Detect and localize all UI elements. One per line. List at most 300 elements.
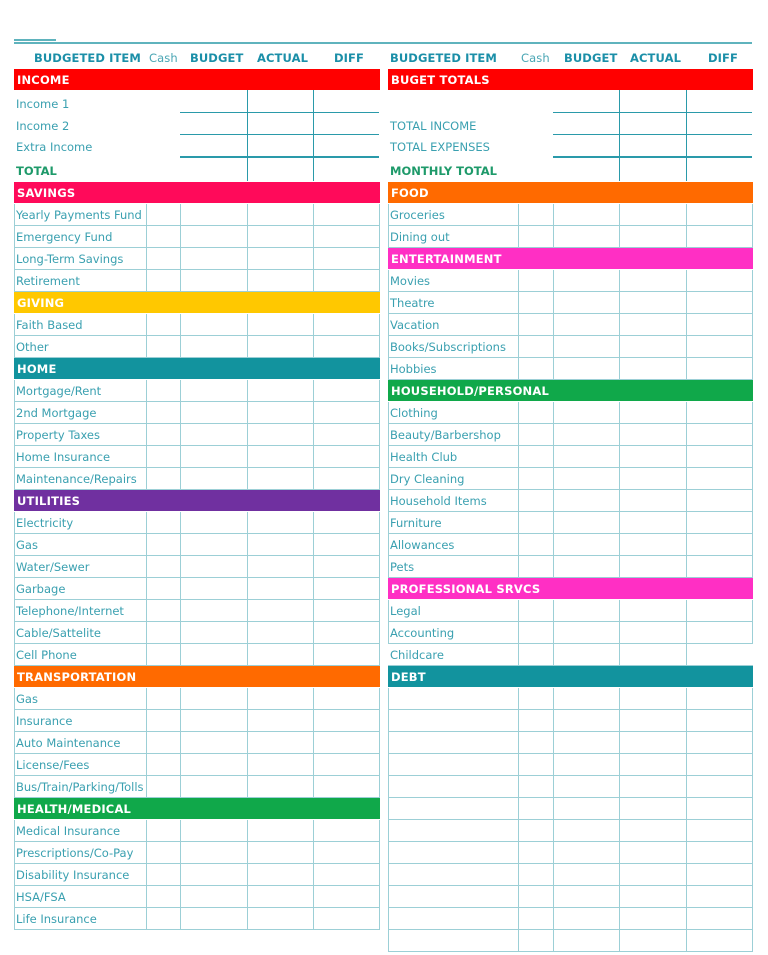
diff-cell[interactable] [686,776,753,798]
actual-cell[interactable] [619,754,687,776]
table-row [14,600,380,622]
row-label: Theatre [390,296,435,310]
budget-cell[interactable] [553,644,620,666]
diff-cell[interactable] [313,556,380,578]
table-row [14,578,380,600]
diff-cell[interactable] [686,556,753,578]
cash-cell[interactable] [146,534,181,556]
diff-cell[interactable] [313,688,380,710]
budget-cell[interactable] [553,204,620,226]
cash-cell[interactable] [518,468,554,490]
item-cell[interactable] [388,688,519,710]
item-cell[interactable] [388,776,519,798]
row-label: Garbage [16,582,66,596]
diff-cell[interactable] [686,314,753,336]
actual-cell[interactable] [619,534,687,556]
actual-cell[interactable] [247,600,314,622]
diff-cell[interactable] [313,776,380,798]
budget-cell[interactable] [553,468,620,490]
actual-cell[interactable] [247,226,314,248]
table-row [14,776,380,798]
cash-cell[interactable] [518,798,554,820]
actual-cell[interactable] [247,270,314,292]
row-label: Auto Maintenance [16,736,121,750]
budget-cell[interactable] [180,688,248,710]
diff-cell[interactable] [686,600,753,622]
budget-cell[interactable] [180,314,248,336]
actual-cell[interactable] [247,556,314,578]
row-label: Gas [16,692,38,706]
budget-cell[interactable] [553,446,620,468]
table-row [388,534,753,556]
budget-cell[interactable] [180,842,248,864]
table-row [388,798,753,820]
budget-cell[interactable] [180,600,248,622]
cash-cell[interactable] [518,292,554,314]
table-row [388,226,753,248]
cash-cell[interactable] [146,314,181,336]
cash-cell[interactable] [518,314,554,336]
budget-cell[interactable] [553,798,620,820]
item-cell[interactable] [388,864,519,886]
cash-cell[interactable] [518,556,554,578]
section-header-household-personal: HOUSEHOLD/PERSONAL [388,380,753,401]
table-row [388,314,753,336]
actual-cell[interactable] [619,468,687,490]
budget-cell[interactable] [553,402,620,424]
budget-cell[interactable] [180,578,248,600]
diff-cell[interactable] [313,710,380,732]
section-budget-totals-header: BUGET TOTALS [388,69,753,90]
table-row [14,512,380,534]
actual-cell[interactable] [619,270,687,292]
diff-cell[interactable] [686,270,753,292]
diff-cell[interactable] [313,468,380,490]
diff-cell[interactable] [686,534,753,556]
budget-cell[interactable] [553,600,620,622]
actual-cell[interactable] [247,468,314,490]
diff-cell[interactable] [313,886,380,908]
actual-cell[interactable] [619,446,687,468]
actual-cell[interactable] [619,622,687,644]
cash-cell[interactable] [146,754,181,776]
cash-cell[interactable] [518,820,554,842]
row-label: Long-Term Savings [16,252,124,266]
cash-cell[interactable] [146,732,181,754]
item-cell[interactable] [388,732,519,754]
item-cell[interactable] [388,754,519,776]
budget-cell[interactable] [180,402,248,424]
actual-cell[interactable] [619,424,687,446]
actual-cell[interactable] [247,534,314,556]
diff-cell[interactable] [313,732,380,754]
cash-cell[interactable] [146,842,181,864]
cash-cell[interactable] [146,336,181,358]
diff-cell[interactable] [313,314,380,336]
budget-cell[interactable] [180,754,248,776]
cash-cell[interactable] [146,402,181,424]
cash-cell[interactable] [518,358,554,380]
cash-cell[interactable] [518,754,554,776]
actual-cell[interactable] [247,820,314,842]
budget-cell[interactable] [553,622,620,644]
diff-cell[interactable] [313,864,380,886]
item-cell[interactable] [388,820,519,842]
budget-cell[interactable] [180,886,248,908]
budget-cell[interactable] [180,534,248,556]
budget-cell[interactable] [180,512,248,534]
diff-cell[interactable] [313,578,380,600]
actual-cell[interactable] [619,556,687,578]
diff-cell[interactable] [313,336,380,358]
actual-cell[interactable] [247,248,314,270]
budget-cell[interactable] [553,292,620,314]
section-header-savings: SAVINGS [14,182,380,203]
actual-cell[interactable] [619,600,687,622]
actual-cell[interactable] [619,314,687,336]
actual-cell[interactable] [619,776,687,798]
actual-cell[interactable] [619,930,687,952]
budget-cell[interactable] [553,864,620,886]
diff-cell[interactable] [686,798,753,820]
cash-cell[interactable] [146,886,181,908]
diff-cell[interactable] [313,226,380,248]
cash-cell[interactable] [518,204,554,226]
cash-cell[interactable] [146,864,181,886]
actual-cell[interactable] [619,402,687,424]
actual-cell[interactable] [619,644,687,666]
actual-cell[interactable] [247,578,314,600]
cash-cell[interactable] [146,710,181,732]
table-row [388,336,753,358]
budget-cell[interactable] [553,886,620,908]
cash-cell[interactable] [518,688,554,710]
actual-cell[interactable] [247,512,314,534]
cash-cell[interactable] [146,578,181,600]
diff-cell[interactable] [313,908,380,930]
actual-cell[interactable] [619,512,687,534]
budget-cell[interactable] [180,336,248,358]
budget-cell[interactable] [180,446,248,468]
total-income-label: TOTAL INCOME [390,119,477,133]
cash-cell[interactable] [518,600,554,622]
budget-cell[interactable] [553,336,620,358]
budget-cell[interactable] [553,710,620,732]
diff-cell[interactable] [313,248,380,270]
cash-cell[interactable] [518,842,554,864]
budget-cell[interactable] [553,754,620,776]
cash-cell[interactable] [146,468,181,490]
table-row [14,842,380,864]
cash-cell[interactable] [518,424,554,446]
budget-cell[interactable] [553,820,620,842]
actual-cell[interactable] [247,864,314,886]
actual-cell[interactable] [619,688,687,710]
actual-cell[interactable] [247,644,314,666]
cash-cell[interactable] [518,512,554,534]
diff-cell[interactable] [313,842,380,864]
cash-cell[interactable] [518,776,554,798]
actual-cell[interactable] [619,358,687,380]
cash-cell[interactable] [518,534,554,556]
section-header-giving: GIVING [14,292,380,313]
actual-cell[interactable] [619,798,687,820]
budget-cell[interactable] [180,380,248,402]
diff-cell[interactable] [313,600,380,622]
actual-cell[interactable] [619,864,687,886]
diff-cell[interactable] [686,820,753,842]
cash-cell[interactable] [146,512,181,534]
actual-cell[interactable] [247,886,314,908]
cash-cell[interactable] [518,622,554,644]
item-cell[interactable] [388,842,519,864]
cash-cell[interactable] [146,908,181,930]
actual-cell[interactable] [619,204,687,226]
cash-cell[interactable] [518,446,554,468]
table-row [14,380,380,402]
diff-cell[interactable] [313,204,380,226]
cash-cell[interactable] [146,270,181,292]
cash-cell[interactable] [518,644,554,666]
budget-cell[interactable] [553,908,620,930]
section-header-transportation: TRANSPORTATION [14,666,380,687]
diff-cell[interactable] [686,468,753,490]
actual-cell[interactable] [247,314,314,336]
actual-cell[interactable] [247,754,314,776]
cash-cell[interactable] [146,776,181,798]
col-header-diff-right: DIFF [708,51,738,65]
budget-cell[interactable] [180,864,248,886]
item-cell[interactable] [388,710,519,732]
diff-cell[interactable] [686,886,753,908]
cash-cell[interactable] [146,226,181,248]
cash-cell[interactable] [146,644,181,666]
diff-cell[interactable] [313,644,380,666]
actual-cell[interactable] [247,776,314,798]
diff-cell[interactable] [686,292,753,314]
budget-cell[interactable] [180,248,248,270]
budget-cell[interactable] [553,424,620,446]
cash-cell[interactable] [518,336,554,358]
table-row [388,424,753,446]
cash-cell[interactable] [518,270,554,292]
table-row [14,886,380,908]
budget-cell[interactable] [180,908,248,930]
budget-cell[interactable] [553,842,620,864]
table-row [14,688,380,710]
budget-cell[interactable] [553,930,620,952]
table-row [388,270,753,292]
diff-cell[interactable] [686,226,753,248]
item-cell[interactable] [388,886,519,908]
budget-cell[interactable] [553,512,620,534]
diff-cell[interactable] [313,622,380,644]
budget-cell[interactable] [553,556,620,578]
actual-cell[interactable] [619,732,687,754]
totals-col-divider [686,90,687,181]
cash-cell[interactable] [518,908,554,930]
budget-cell[interactable] [553,270,620,292]
diff-cell[interactable] [313,424,380,446]
diff-cell[interactable] [686,930,753,952]
actual-cell[interactable] [247,402,314,424]
actual-cell[interactable] [619,842,687,864]
diff-cell[interactable] [313,512,380,534]
cash-cell[interactable] [146,688,181,710]
diff-cell[interactable] [686,204,753,226]
actual-cell[interactable] [247,710,314,732]
budget-cell[interactable] [180,226,248,248]
diff-cell[interactable] [686,358,753,380]
row-label: Telephone/Internet [16,604,124,618]
budget-cell[interactable] [180,820,248,842]
table-row [388,402,753,424]
cash-cell[interactable] [518,226,554,248]
cash-cell[interactable] [518,930,554,952]
diff-cell[interactable] [686,336,753,358]
actual-cell[interactable] [619,710,687,732]
budget-cell[interactable] [553,490,620,512]
budget-cell[interactable] [553,314,620,336]
row-label: Household Items [390,494,487,508]
table-row [388,622,753,644]
table-row [14,732,380,754]
budget-cell[interactable] [553,358,620,380]
diff-cell[interactable] [686,644,753,666]
table-row [388,446,753,468]
cash-cell[interactable] [518,886,554,908]
actual-cell[interactable] [247,446,314,468]
budget-cell[interactable] [553,226,620,248]
row-label: Other [16,340,49,354]
table-row [14,204,380,226]
budget-cell[interactable] [553,776,620,798]
actual-cell[interactable] [247,732,314,754]
diff-cell[interactable] [686,402,753,424]
table-row [388,842,753,864]
budget-cell[interactable] [553,688,620,710]
cash-cell[interactable] [146,248,181,270]
actual-cell[interactable] [247,688,314,710]
col-header-budget-left: BUDGET [190,51,244,65]
budget-cell[interactable] [180,556,248,578]
diff-cell[interactable] [686,446,753,468]
budget-cell[interactable] [180,424,248,446]
cash-cell[interactable] [146,380,181,402]
diff-cell[interactable] [313,380,380,402]
row-label: Allowances [390,538,455,552]
cash-cell[interactable] [146,446,181,468]
actual-cell[interactable] [247,424,314,446]
budget-cell[interactable] [180,270,248,292]
cash-cell[interactable] [146,204,181,226]
row-label: Retirement [16,274,80,288]
actual-cell[interactable] [619,226,687,248]
actual-cell[interactable] [619,908,687,930]
budget-cell[interactable] [553,534,620,556]
budget-cell[interactable] [180,732,248,754]
table-row [14,446,380,468]
diff-cell[interactable] [686,732,753,754]
actual-cell[interactable] [247,380,314,402]
actual-cell[interactable] [247,842,314,864]
actual-cell[interactable] [247,336,314,358]
budget-cell[interactable] [180,622,248,644]
actual-cell[interactable] [619,336,687,358]
cash-cell[interactable] [146,600,181,622]
budget-cell[interactable] [553,732,620,754]
actual-cell[interactable] [247,908,314,930]
actual-cell[interactable] [619,886,687,908]
item-cell[interactable] [388,798,519,820]
item-cell[interactable] [388,930,519,952]
col-header-cash-left: Cash [149,51,178,65]
diff-cell[interactable] [686,512,753,534]
actual-cell[interactable] [247,204,314,226]
cash-cell[interactable] [146,622,181,644]
diff-cell[interactable] [686,842,753,864]
income-rule [180,134,379,135]
diff-cell[interactable] [686,864,753,886]
row-label: License/Fees [16,758,90,772]
cash-cell[interactable] [146,820,181,842]
diff-cell[interactable] [686,424,753,446]
budget-cell[interactable] [180,710,248,732]
cash-cell[interactable] [146,424,181,446]
cash-cell[interactable] [518,490,554,512]
diff-cell[interactable] [313,820,380,842]
diff-cell[interactable] [686,710,753,732]
row-label: Beauty/Barbershop [390,428,501,442]
table-row [14,248,380,270]
table-row [14,270,380,292]
cash-cell[interactable] [146,556,181,578]
top-rule [14,42,752,44]
diff-cell[interactable] [686,622,753,644]
income-col-divider [247,90,248,181]
diff-cell[interactable] [313,446,380,468]
cash-cell[interactable] [518,402,554,424]
row-label: Insurance [16,714,73,728]
actual-cell[interactable] [619,820,687,842]
section-header-professional-srvcs: PROFESSIONAL SRVCS [388,578,753,599]
cash-cell[interactable] [518,732,554,754]
budget-cell[interactable] [180,776,248,798]
section-header-health-medical: HEALTH/MEDICAL [14,798,380,819]
actual-cell[interactable] [247,622,314,644]
budget-cell[interactable] [180,644,248,666]
table-row [388,600,753,622]
diff-cell[interactable] [313,754,380,776]
table-row [14,622,380,644]
budget-cell[interactable] [180,204,248,226]
actual-cell[interactable] [619,292,687,314]
table-row [14,556,380,578]
actual-cell[interactable] [619,490,687,512]
item-cell[interactable] [388,908,519,930]
cash-cell[interactable] [518,710,554,732]
diff-cell[interactable] [686,688,753,710]
diff-cell[interactable] [313,270,380,292]
cash-cell[interactable] [518,864,554,886]
diff-cell[interactable] [313,402,380,424]
diff-cell[interactable] [686,908,753,930]
table-row [14,534,380,556]
diff-cell[interactable] [313,534,380,556]
diff-cell[interactable] [686,754,753,776]
diff-cell[interactable] [686,490,753,512]
budget-cell[interactable] [180,468,248,490]
